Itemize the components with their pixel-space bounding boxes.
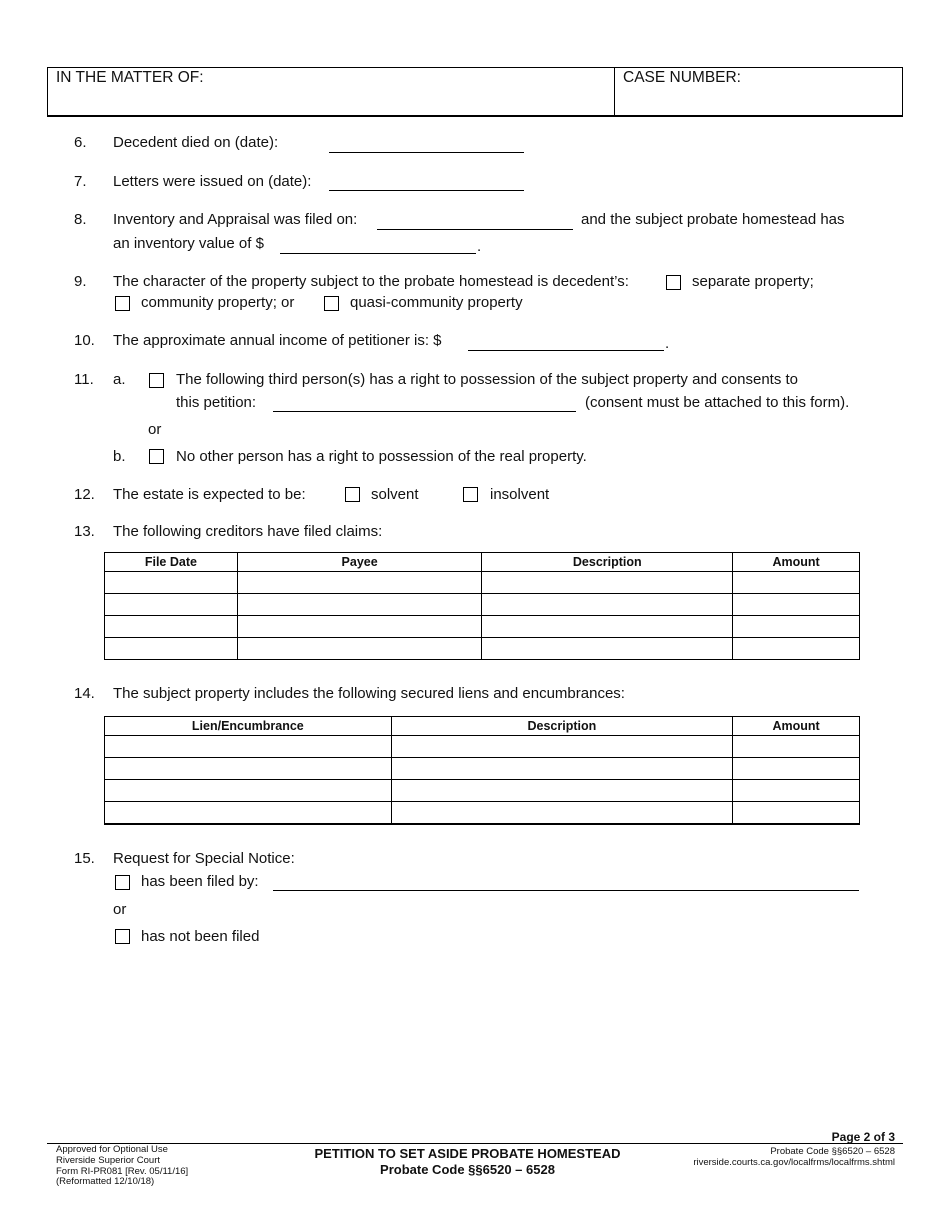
table-header-row [105,717,860,736]
insolvent-label: insolvent [490,486,550,503]
community-property-checkbox[interactable] [115,296,130,311]
table-header-row [105,553,860,572]
special-notice-filed-checkbox[interactable] [115,875,130,890]
table-row [105,736,860,758]
item-11-or: or [148,421,162,438]
item-11-number: 11. [74,371,94,388]
inventory-filed-date-field[interactable] [377,229,573,230]
table-cell[interactable] [482,594,733,616]
footer-approval: Approved for Optional Use [56,1144,168,1155]
item-11a-label: a. [113,371,126,388]
item-11a-text-3: (consent must be attached to this form). [585,394,850,411]
item-9-number: 9. [74,273,87,290]
item-14-text: The subject property includes the following secured liens and encumbrances: [113,685,625,702]
item-10-period: . [665,335,670,352]
column-header: Amount [733,553,860,572]
separate-property-label: separate property; [692,273,814,290]
table-row [105,802,860,824]
table-cell[interactable] [733,736,860,758]
column-header: Description [391,717,732,736]
column-header: Amount [733,717,860,736]
annual-income-field[interactable] [468,350,664,351]
item-8-text-c: an inventory value of $ [113,235,264,252]
table-cell[interactable] [733,616,860,638]
table-cell[interactable] [733,594,860,616]
column-header: Lien/Encumbrance [105,717,392,736]
item-12-number: 12. [74,486,95,503]
table-row [105,638,860,660]
special-notice-not-filed-label: has not been filed [141,928,260,945]
footer-title: PETITION TO SET ASIDE PROBATE HOMESTEAD [314,1146,621,1161]
solvent-label: solvent [371,486,419,503]
table-cell[interactable] [105,736,392,758]
table-cell[interactable] [237,638,482,660]
footer-probate-code: Probate Code §§6520 – 6528 [770,1146,895,1157]
insolvent-checkbox[interactable] [463,487,478,502]
decedent-death-date-field[interactable] [329,152,524,153]
item-8-period: . [477,238,482,255]
table-cell[interactable] [733,802,860,824]
third-person-possession-checkbox[interactable] [149,373,164,388]
item-13-number: 13. [74,523,95,540]
table-row [105,572,860,594]
item-15-number: 15. [74,850,95,867]
item-14-number: 14. [74,685,95,702]
footer-page-info [693,1130,895,1169]
footer-subtitle: Probate Code §§6520 – 6528 [380,1162,555,1177]
table-cell[interactable] [482,616,733,638]
footer-court: Riverside Superior Court [56,1154,161,1166]
table-cell[interactable] [391,780,732,802]
item-6-number: 6. [74,134,87,151]
item-11a-text: The following third person(s) has a right to possession of the subject property and consents to [176,371,799,388]
table-cell[interactable] [733,780,860,802]
table-cell[interactable] [237,594,482,616]
table-cell[interactable] [105,616,238,638]
item-10-text: The approximate annual income of petitioner is: $ [113,332,442,349]
item-11b-text: No other person has a right to possession of the real property. [176,448,587,465]
table-cell[interactable] [105,802,392,824]
footer-form-info [56,1145,188,1188]
inventory-value-field[interactable] [280,253,476,254]
item-12-text: The estate is expected to be: [113,486,306,503]
special-notice-not-filed-checkbox[interactable] [115,929,130,944]
table-cell[interactable] [733,572,860,594]
table-cell[interactable] [105,758,392,780]
item-6-text: Decedent died on (date): [113,134,279,151]
table-cell[interactable] [391,758,732,780]
matter-cell[interactable] [48,68,615,115]
item-15-text: Request for Special Notice: [113,850,295,867]
item-7-number: 7. [74,173,87,190]
third-person-name-field[interactable] [273,411,576,412]
page-number: Page 2 of 3 [831,1130,895,1144]
item-8-text-b: and the subject probate homestead has [581,211,845,228]
creditor-claims-table [104,552,860,660]
item-11a-text-2: this petition: [176,394,257,411]
table-cell[interactable] [482,638,733,660]
item-15-or: or [113,901,127,918]
item-10-number: 10. [74,332,95,349]
footer-reformatted: (Reformatted 12/10/18) [56,1176,155,1188]
table-cell[interactable] [482,572,733,594]
special-notice-filed-label: has been filed by: [141,873,259,890]
table-cell[interactable] [237,572,482,594]
footer-url[interactable]: riverside.courts.ca.gov/localfrms/localfrms.shtml [693,1156,895,1168]
solvent-checkbox[interactable] [345,487,360,502]
special-notice-filed-by-field[interactable] [273,890,859,891]
table-row [105,616,860,638]
matter-label: IN THE MATTER OF: [56,69,204,86]
item-8-text-a: Inventory and Appraisal was filed on: [113,211,358,228]
case-header [47,67,903,117]
liens-table [104,716,860,825]
item-7-text: Letters were issued on (date): [113,173,312,190]
column-header: Payee [237,553,482,572]
no-other-person-checkbox[interactable] [149,449,164,464]
table-cell[interactable] [237,616,482,638]
column-header: File Date [105,553,238,572]
table-cell[interactable] [733,758,860,780]
table-cell[interactable] [391,736,732,758]
case-number-label: CASE NUMBER: [623,69,741,86]
item-8-number: 8. [74,211,87,228]
table-cell[interactable] [105,594,238,616]
table-cell[interactable] [391,802,732,824]
table-row [105,758,860,780]
table-row [105,780,860,802]
item-9-text: The character of the property subject to the probate homestead is decedent’s: [113,273,629,290]
table-cell[interactable] [105,572,238,594]
item-13-text: The following creditors have filed claims: [113,523,383,540]
table-cell[interactable] [105,638,238,660]
table-row [105,594,860,616]
column-header: Description [482,553,733,572]
separate-property-checkbox[interactable] [666,275,681,290]
community-property-label: community property; or [141,294,295,311]
footer-form-number: Form RI-PR081 [Rev. 05/11/16] [56,1165,189,1177]
quasi-community-property-checkbox[interactable] [324,296,339,311]
table-cell[interactable] [105,780,392,802]
footer-title-block [280,1146,655,1178]
letters-issued-date-field[interactable] [329,190,524,191]
item-11b-label: b. [113,448,126,465]
table-cell[interactable] [733,638,860,660]
quasi-community-property-label: quasi-community property [350,294,523,311]
